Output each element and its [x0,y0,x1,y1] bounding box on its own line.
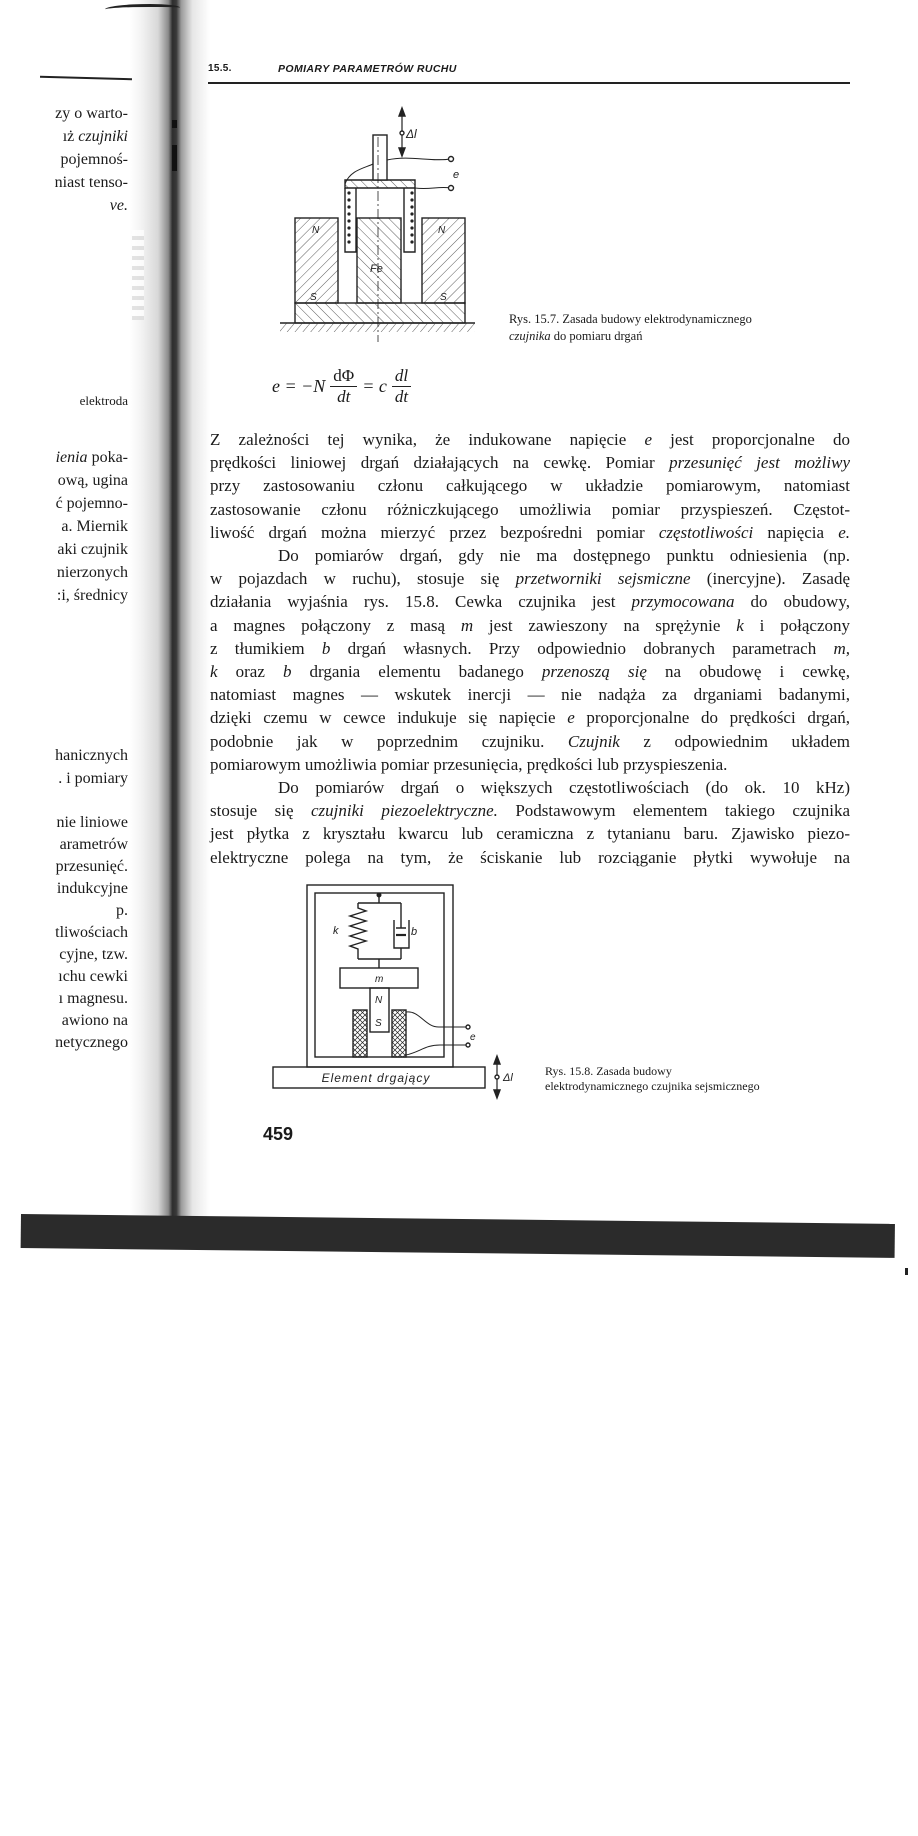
ground-hatch [280,323,475,332]
damper-b [394,903,409,959]
text-line [210,755,850,775]
text-span: elektryczne polega na tym, że ściskanie lub rozciąganie płytki wywołuje na [210,847,850,867]
south-pole-label: S [375,1018,382,1029]
italic-text: e [644,430,652,449]
left-page-line [56,857,128,877]
section-number: 15.5. [208,63,232,74]
numerator: dΦ [330,366,357,387]
italic-text: m [460,615,474,635]
text-span: z tłumikiem [210,638,322,658]
text-line [210,732,850,752]
left-page-line [57,563,128,583]
text-span: jest proporcjonalne do [651,430,850,449]
left-page-line [56,494,128,514]
delta-l-label: Δl [503,1072,513,1084]
left-page-line [58,967,128,987]
equation [272,366,411,407]
damper-b-label: b [411,926,418,938]
left-page-line [59,945,128,965]
coil-left [353,1010,367,1057]
denominator: dt [394,387,409,406]
text-line [210,801,850,821]
iron-core [357,218,401,303]
left-page-line [60,150,128,170]
text-line [210,639,850,659]
text-span: ı magnesu. [58,990,128,1007]
text-span: indukcyjne [56,880,128,897]
text-span: ıchu cewki [58,968,128,985]
text-span: jest zawieszony na sprężynie [473,615,737,635]
binding-mark [172,120,177,128]
text-span: podobnie jak w poprzednim czujniku. [210,731,568,751]
text-span: nierzonych [56,564,128,581]
vibrating-element-label: Element drgający [321,1071,431,1085]
text-span: proporcjonalne do prędkości drgań, [574,708,850,728]
text-span: arametrów [59,836,128,853]
south-pole-label-left: S [310,292,317,303]
text-span: Do pomiarów drgań, gdy nie ma dostępnego punktu odniesienia (np. [278,546,850,565]
bleed-through-marks [132,230,144,320]
left-page-line [62,1011,128,1031]
text-span: niast tenso- [54,174,128,191]
italic-text: ienia [55,449,88,466]
iron-core-label: Fe [370,263,383,275]
italic-text: przetworniki sejsmiczne [515,569,691,589]
left-page-line [61,517,128,537]
left-page-line [56,813,128,833]
text-span: zy o warto- [55,105,128,122]
left-page-line [80,391,128,411]
text-line [210,476,850,496]
text-span: z odpowiednim układem [619,731,850,751]
figure-15-8-caption [545,1064,760,1094]
text-span: poka- [87,449,128,466]
text-line [210,848,850,868]
left-page-line [55,923,128,943]
text-span: tliwościach [55,924,128,941]
emf-label: e [453,169,460,181]
text-span: aki czujnik [57,541,128,558]
figure-15-7-caption [509,311,752,345]
text-span: elektroda [79,393,128,408]
text-span: pomiarowym umożliwia pomiar przesunięcia, prędkości lub przyspieszenia. [210,754,728,774]
left-page-line [55,173,128,193]
text-line [210,592,850,612]
italic-text: przymocowana [631,592,735,612]
left-page-line [59,989,128,1009]
caption-line [509,328,752,345]
numerator: dl [392,366,411,387]
text-span: (inercyjne). Zasadę [690,569,851,589]
text-span: do obudowy, [734,592,850,612]
figure-15-7-electrodynamic-sensor [270,100,490,360]
base-plate [295,303,465,323]
text-span: ć pojemno- [55,495,128,512]
scan-dark-band [21,1214,895,1258]
text-span: drgań własnych. Przy odpowiednio dobranych parametrach [330,638,834,658]
left-page-line [57,586,128,606]
italic-text: e. [838,522,850,542]
italic-text: m, [833,638,850,658]
italic-text: Czujnik [567,731,620,751]
text-span: Z zależności tej wynika, że indukowane napięcie [210,430,645,449]
caption-line: Rys. 15.8. Zasada budowy [545,1064,672,1078]
text-span: a. Miernik [61,518,128,535]
text-span: przy zastosowaniu członu całkującego w układzie pomiarowym, natomiast [210,476,850,496]
left-page-line [56,448,128,468]
text-span: cyjne, tzw. [59,946,128,963]
caption-italic: czujnika [509,329,551,343]
text-span: ową, ugina [57,472,128,489]
text-line [210,824,850,844]
text-line [210,685,850,705]
text-span: a magnes połączony z masą [210,615,461,635]
left-page-line [55,104,128,124]
left-page-line [55,1033,128,1053]
spring-k [350,903,366,959]
equation-lhs: e = −N [272,376,326,396]
text-span: p. [116,902,128,919]
text-span: . i pomiary [58,770,128,787]
text-span: zastosowanie członu różniczkującego umożliwia pomiar przyspieszeń. Częstot- [210,499,850,519]
text-span: w pojazdach w ruchu), stosuje się [210,569,516,589]
text-span: jest płytka z kryształu kwarcu lub ceramiczna z tytanianu baru. Zjawisko piezo- [210,824,850,844]
page-number: 459 [263,1124,294,1144]
scan-speck [905,1268,908,1275]
spring-k-label: k [333,925,339,937]
italic-text: k [210,662,218,681]
left-page-line [58,471,128,491]
italic-text: e [567,708,575,728]
text-span: na obudowę i cewkę, [646,662,850,681]
north-pole-label-left: N [312,225,320,236]
text-line [210,523,850,543]
equation-mid: = c [362,376,387,396]
caption-line: Rys. 15.7. Zasada budowy elektrodynamicznego [509,312,752,326]
text-line [278,546,850,566]
text-span: Podstawowym elementem takiego czujnika [497,801,850,821]
text-span: drgania elementu badanego [291,662,542,681]
text-line [210,500,850,520]
left-page-line [110,196,128,216]
text-span: stosuje się [210,801,311,821]
text-span: napięcia [753,522,839,542]
left-page-line [55,746,128,766]
italic-text: ve. [109,197,128,214]
left-page-header-rule [40,76,132,80]
north-pole-label: N [375,995,383,1006]
pushrod [373,135,387,180]
figure-15-8-seismic-sensor [270,880,515,1102]
text-span: przesunięć. [55,858,128,875]
left-page-line [57,879,128,899]
binding-mark [172,145,177,171]
text-span: pojemnoś- [60,151,128,168]
book-binding-gutter [130,0,210,1222]
italic-text: b [282,662,292,681]
italic-text: k [736,615,744,635]
italic-text: przesunięć jest możliwy [669,453,850,473]
text-line [210,708,850,728]
page-edge-curve [105,4,180,13]
italic-text: b [321,638,331,658]
text-span: i połączony [743,615,850,635]
italic-text: przenoszą się [541,662,647,681]
text-span: dzięki czemu w cewce indukuje się napięcie [210,708,568,728]
text-span: hanicznych [55,747,128,764]
text-span: działania wyjaśnia rys. 15.8. Cewka czujnika jest [210,592,632,612]
text-span: awiono na [61,1012,128,1029]
emf-label: e [470,1032,476,1043]
text-span: ıż [62,128,79,145]
italic-text: czujniki piezoelektryczne. [311,801,498,821]
text-span: natomiast magnes — wskutek inercji — nie nadąża za drganiami badanymi, [210,685,850,705]
running-header-title: POMIARY PARAMETRÓW RUCHU [278,63,457,75]
caption-line: elektrodynamicznego czujnika sejsmicznego [545,1079,760,1093]
text-span: nie liniowe [56,814,128,831]
left-page-line [116,901,128,921]
fraction-dl-dt [392,366,411,407]
left-page-line [58,769,128,789]
text-span: prędkości liniowej drgań działających na cewkę. Pomiar [210,453,670,473]
text-line [210,569,850,589]
mass-m-label: m [375,974,384,985]
italic-text: częstotliwości [658,522,754,542]
header-rule [208,82,850,84]
text-span: Do pomiarów drgań o większych częstotliwościach (do ok. 10 kHz) [278,778,850,797]
text-line [278,778,850,798]
caption-text: do pomiaru drgań [550,329,643,343]
text-line [210,430,850,450]
left-page-line [60,835,128,855]
coil-former-cap [345,180,415,188]
text-line [210,453,850,473]
text-span: liwość drgań można mierzyć przez bezpośredni pomiar [210,522,659,542]
left-page-line [57,540,128,560]
denominator: dt [337,387,351,406]
coil-right [392,1010,406,1057]
left-page-line [63,127,128,147]
text-span: oraz [217,662,283,681]
text-line [210,616,850,636]
north-pole-label-right: N [438,225,446,236]
text-line [210,662,850,682]
delta-l-label: Δl [406,127,417,141]
text-span: netycznego [55,1034,128,1051]
south-pole-label-right: S [440,292,447,303]
fraction-dphi-dt [330,366,357,407]
text-span: :i, średnicy [56,587,128,604]
italic-text: czujniki [78,128,128,145]
